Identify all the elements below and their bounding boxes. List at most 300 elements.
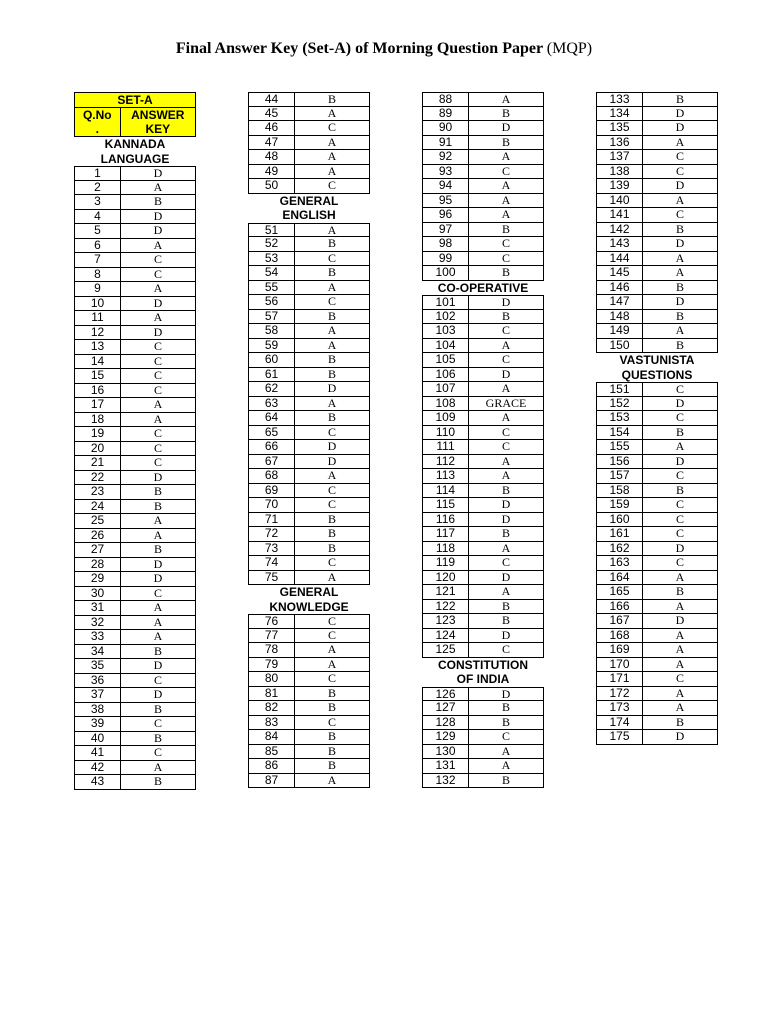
- table-row: [248, 237, 370, 252]
- table-row: [422, 237, 544, 252]
- question-number: 47: [248, 136, 294, 151]
- table-row: [74, 427, 196, 442]
- table-row: [74, 195, 196, 210]
- answer-cell: C: [642, 672, 718, 687]
- question-number: 30: [74, 587, 120, 602]
- question-number: 32: [74, 616, 120, 631]
- table-row: [248, 701, 370, 716]
- question-number: 99: [422, 252, 468, 267]
- question-number: 50: [248, 179, 294, 194]
- answer-cell: D: [642, 107, 718, 122]
- page-title: [0, 40, 768, 58]
- answer-cell: C: [642, 498, 718, 513]
- section-title-line: ENGLISH: [282, 208, 336, 222]
- question-number: 5: [74, 224, 120, 239]
- answer-cell: B: [294, 542, 370, 557]
- table-row: [74, 369, 196, 384]
- question-number: 43: [74, 775, 120, 790]
- answer-cell: A: [468, 759, 544, 774]
- answer-key-header: [121, 108, 195, 136]
- table-row: [422, 556, 544, 571]
- table-row: [596, 571, 718, 586]
- table-row: [74, 456, 196, 471]
- question-number: 81: [248, 687, 294, 702]
- answer-cell: A: [294, 643, 370, 658]
- answer-cell: B: [468, 600, 544, 615]
- answer-cell: D: [120, 471, 196, 486]
- section-title-line: KNOWLEDGE: [269, 599, 349, 614]
- answer-cell: B: [642, 281, 718, 296]
- question-number: 73: [248, 542, 294, 557]
- table-row: [248, 368, 370, 383]
- table-row: [596, 730, 718, 745]
- question-number: 158: [596, 484, 642, 499]
- question-number: 87: [248, 774, 294, 789]
- table-row: [596, 658, 718, 673]
- answer-cell: B: [294, 92, 370, 107]
- answer-cell: A: [294, 324, 370, 339]
- table-row: [74, 384, 196, 399]
- question-number: 22: [74, 471, 120, 486]
- question-number: 83: [248, 716, 294, 731]
- answer-cell: C: [468, 643, 544, 658]
- answer-cell: C: [294, 716, 370, 731]
- question-number: 61: [248, 368, 294, 383]
- question-number: 13: [74, 340, 120, 355]
- answer-cell: D: [294, 455, 370, 470]
- answer-cell: C: [120, 746, 196, 761]
- question-number: 100: [422, 266, 468, 281]
- table-row: [248, 136, 370, 151]
- question-number: 74: [248, 556, 294, 571]
- answer-cell: A: [468, 585, 544, 600]
- question-number: 15: [74, 369, 120, 384]
- table-row: [596, 411, 718, 426]
- answer-cell: A: [294, 658, 370, 673]
- answer-cell: A: [468, 411, 544, 426]
- answer-cell: A: [468, 208, 544, 223]
- question-number: 120: [422, 571, 468, 586]
- answer-cell: C: [294, 121, 370, 136]
- table-row: [422, 266, 544, 281]
- table-row: [422, 730, 544, 745]
- table-row: [422, 382, 544, 397]
- answer-cell: C: [120, 717, 196, 732]
- question-number: 95: [422, 194, 468, 209]
- answer-cell: B: [120, 500, 196, 515]
- table-row: [422, 469, 544, 484]
- answer-cell: C: [642, 527, 718, 542]
- table-row: [248, 179, 370, 194]
- section-constitution-of-india: [422, 658, 544, 687]
- table-row: [74, 601, 196, 616]
- question-number: 14: [74, 355, 120, 370]
- answer-cell: B: [294, 353, 370, 368]
- table-row: [596, 498, 718, 513]
- answer-cell: D: [120, 558, 196, 573]
- answer-cell: C: [294, 498, 370, 513]
- table-row: [422, 339, 544, 354]
- table-row: [74, 268, 196, 283]
- table-row: [596, 121, 718, 136]
- question-number: 85: [248, 745, 294, 760]
- section-vastunista-questions: [596, 353, 718, 382]
- answer-cell: A: [468, 194, 544, 209]
- answer-cell: C: [468, 353, 544, 368]
- answer-cell: D: [120, 572, 196, 587]
- question-number: 129: [422, 730, 468, 745]
- table-row: [248, 469, 370, 484]
- table-row: [596, 585, 718, 600]
- question-number: 46: [248, 121, 294, 136]
- question-number: 2: [74, 181, 120, 196]
- table-row: [596, 469, 718, 484]
- question-number: 41: [74, 746, 120, 761]
- question-number: 109: [422, 411, 468, 426]
- page-title-suffix: (MQP): [546, 40, 593, 57]
- answer-cell: A: [120, 398, 196, 413]
- table-row: [74, 645, 196, 660]
- table-row: [248, 310, 370, 325]
- answer-cell: A: [642, 324, 718, 339]
- table-row: [74, 224, 196, 239]
- question-number: 141: [596, 208, 642, 223]
- table-row: [596, 426, 718, 441]
- answer-cell: A: [120, 601, 196, 616]
- answer-cell: A: [120, 514, 196, 529]
- table-row: [422, 701, 544, 716]
- question-number: 6: [74, 239, 120, 254]
- answer-cell: D: [468, 629, 544, 644]
- question-number: 136: [596, 136, 642, 151]
- question-number: 66: [248, 440, 294, 455]
- question-number: 135: [596, 121, 642, 136]
- answer-cell: C: [294, 179, 370, 194]
- answer-cell: A: [468, 745, 544, 760]
- answer-cell: B: [642, 223, 718, 238]
- answer-cell: C: [120, 340, 196, 355]
- question-number: 56: [248, 295, 294, 310]
- section-title-line: LANGUAGE: [100, 151, 170, 166]
- table-row: [74, 761, 196, 776]
- table-row: [596, 237, 718, 252]
- answer-cell: D: [120, 688, 196, 703]
- answer-column-4: [596, 92, 718, 745]
- table-row: [422, 484, 544, 499]
- question-number: 53: [248, 252, 294, 267]
- section-general-knowledge: [248, 585, 370, 614]
- answer-cell: D: [120, 326, 196, 341]
- section-title-line: KANNADA: [104, 137, 166, 151]
- table-row: [422, 310, 544, 325]
- answer-cell: C: [120, 253, 196, 268]
- answer-cell: A: [294, 571, 370, 586]
- answer-cell: B: [642, 310, 718, 325]
- question-number: 67: [248, 455, 294, 470]
- answer-cell: A: [294, 165, 370, 180]
- table-row: [422, 223, 544, 238]
- table-row: [596, 701, 718, 716]
- table-row: [422, 687, 544, 702]
- table-row: [248, 484, 370, 499]
- answer-cell: A: [294, 339, 370, 354]
- answer-cell: B: [468, 701, 544, 716]
- table-row: [422, 426, 544, 441]
- answer-cell: A: [468, 339, 544, 354]
- answer-column-2: [248, 92, 370, 788]
- table-row: [422, 136, 544, 151]
- table-row: [248, 672, 370, 687]
- question-number: 104: [422, 339, 468, 354]
- answer-cell: A: [468, 469, 544, 484]
- answer-cell: A: [120, 282, 196, 297]
- answer-cell: D: [642, 295, 718, 310]
- question-number: 138: [596, 165, 642, 180]
- answer-cell: C: [294, 252, 370, 267]
- table-row: [422, 629, 544, 644]
- answer-cell: A: [642, 643, 718, 658]
- answer-cell: B: [120, 775, 196, 790]
- table-row: [596, 629, 718, 644]
- table-row: [596, 542, 718, 557]
- answer-cell: C: [468, 426, 544, 441]
- question-number: 101: [422, 295, 468, 310]
- question-number: 77: [248, 629, 294, 644]
- table-row: [596, 252, 718, 267]
- question-number: 34: [74, 645, 120, 660]
- table-row: [422, 107, 544, 122]
- question-number: 7: [74, 253, 120, 268]
- table-row: [596, 513, 718, 528]
- table-row: [248, 455, 370, 470]
- answer-cell: A: [468, 455, 544, 470]
- answer-cell: C: [642, 382, 718, 397]
- question-number: 114: [422, 484, 468, 499]
- answer-cell: B: [468, 614, 544, 629]
- answer-cell: C: [468, 252, 544, 267]
- question-number: 142: [596, 223, 642, 238]
- answer-cell: C: [120, 442, 196, 457]
- question-number: 97: [422, 223, 468, 238]
- table-row: [596, 382, 718, 397]
- section-title-line: QUESTIONS: [621, 367, 693, 382]
- answer-cell: B: [468, 484, 544, 499]
- question-number: 38: [74, 703, 120, 718]
- table-row: [596, 716, 718, 731]
- answer-cell: B: [294, 411, 370, 426]
- question-number: 72: [248, 527, 294, 542]
- answer-cell: A: [468, 382, 544, 397]
- question-number: 110: [422, 426, 468, 441]
- answer-cell: GRACE: [468, 397, 544, 412]
- answer-cell: C: [468, 237, 544, 252]
- answer-cell: C: [294, 672, 370, 687]
- table-row: [596, 295, 718, 310]
- answer-cell: A: [642, 266, 718, 281]
- answer-cell: D: [642, 614, 718, 629]
- table-row: [596, 440, 718, 455]
- answer-cell: D: [642, 397, 718, 412]
- answer-cell: D: [642, 730, 718, 745]
- question-number: 60: [248, 353, 294, 368]
- section-title-line: CONSTITUTION: [438, 657, 528, 672]
- table-row: [596, 455, 718, 470]
- question-number: 91: [422, 136, 468, 151]
- table-row: [248, 121, 370, 136]
- table-row: [248, 687, 370, 702]
- question-number: 162: [596, 542, 642, 557]
- table-row: [596, 687, 718, 702]
- answer-cell: B: [642, 585, 718, 600]
- answer-cell: A: [468, 92, 544, 107]
- question-number: 75: [248, 571, 294, 586]
- question-number: 122: [422, 600, 468, 615]
- answer-cell: C: [468, 556, 544, 571]
- answer-cell: A: [294, 281, 370, 296]
- question-number: 68: [248, 469, 294, 484]
- table-row: [422, 150, 544, 165]
- question-number: 116: [422, 513, 468, 528]
- question-number: 94: [422, 179, 468, 194]
- answer-cell: A: [294, 469, 370, 484]
- answer-cell: A: [294, 774, 370, 789]
- table-row: [596, 165, 718, 180]
- table-row: [596, 339, 718, 354]
- answer-cell: A: [120, 239, 196, 254]
- table-row: [74, 413, 196, 428]
- answer-cell: B: [468, 136, 544, 151]
- question-number: 25: [74, 514, 120, 529]
- table-row: [74, 717, 196, 732]
- answer-cell: C: [120, 674, 196, 689]
- question-number: 126: [422, 687, 468, 702]
- question-number: 172: [596, 687, 642, 702]
- answer-cell: D: [294, 382, 370, 397]
- table-row: [248, 542, 370, 557]
- table-row: [74, 558, 196, 573]
- answer-cell: B: [642, 339, 718, 354]
- answer-cell: C: [642, 556, 718, 571]
- answer-cell: B: [120, 543, 196, 558]
- question-number: 170: [596, 658, 642, 673]
- table-row: [74, 616, 196, 631]
- answer-cell: B: [120, 703, 196, 718]
- answer-cell: C: [642, 513, 718, 528]
- answer-cell: A: [120, 311, 196, 326]
- question-number: 71: [248, 513, 294, 528]
- question-number: 121: [422, 585, 468, 600]
- question-number: 19: [74, 427, 120, 442]
- answer-cell: C: [294, 629, 370, 644]
- table-row: [74, 514, 196, 529]
- answer-cell: B: [294, 527, 370, 542]
- question-number: 82: [248, 701, 294, 716]
- page-title-main: Final Answer Key (Set-A) of Morning Question Paper: [175, 40, 547, 57]
- section-kannada-language: [74, 137, 196, 166]
- table-row: [248, 774, 370, 789]
- answer-cell: C: [120, 384, 196, 399]
- table-row: [422, 542, 544, 557]
- answer-cell: A: [642, 687, 718, 702]
- question-number: 37: [74, 688, 120, 703]
- table-row: [74, 688, 196, 703]
- table-row: [74, 659, 196, 674]
- table-row: [596, 643, 718, 658]
- answer-cell: A: [642, 136, 718, 151]
- answer-cell: C: [294, 484, 370, 499]
- answer-cell: D: [642, 179, 718, 194]
- answer-cell: B: [468, 310, 544, 325]
- table-row: [422, 643, 544, 658]
- answer-cell: B: [294, 237, 370, 252]
- answer-cell: D: [468, 295, 544, 310]
- table-row: [596, 600, 718, 615]
- question-number: 96: [422, 208, 468, 223]
- answer-cell: C: [294, 426, 370, 441]
- table-row: [422, 295, 544, 310]
- answer-cell: A: [120, 413, 196, 428]
- table-row: [422, 716, 544, 731]
- question-number: 93: [422, 165, 468, 180]
- answer-cell: B: [294, 759, 370, 774]
- table-row: [596, 281, 718, 296]
- question-number: 156: [596, 455, 642, 470]
- answer-cell: B: [294, 513, 370, 528]
- question-number: 42: [74, 761, 120, 776]
- answer-cell: B: [120, 195, 196, 210]
- answer-cell: C: [120, 456, 196, 471]
- answer-cell: D: [120, 166, 196, 181]
- table-row: [248, 339, 370, 354]
- table-row: [596, 179, 718, 194]
- answer-cell: A: [642, 629, 718, 644]
- question-number: 16: [74, 384, 120, 399]
- question-number: 27: [74, 543, 120, 558]
- table-row: [74, 732, 196, 747]
- table-row: [248, 643, 370, 658]
- table-row: [248, 629, 370, 644]
- question-number: 124: [422, 629, 468, 644]
- question-number: 21: [74, 456, 120, 471]
- question-number: 76: [248, 614, 294, 629]
- answer-cell: C: [642, 469, 718, 484]
- question-number: 168: [596, 629, 642, 644]
- table-row: [248, 165, 370, 180]
- table-row: [422, 571, 544, 586]
- table-row: [422, 614, 544, 629]
- question-number: 125: [422, 643, 468, 658]
- table-row: [74, 297, 196, 312]
- answer-cell: D: [468, 498, 544, 513]
- question-number: 173: [596, 701, 642, 716]
- question-number: 57: [248, 310, 294, 325]
- question-number: 4: [74, 210, 120, 225]
- table-row: [422, 252, 544, 267]
- question-number: 8: [74, 268, 120, 283]
- table-row: [74, 485, 196, 500]
- table-row: [596, 92, 718, 107]
- question-number: 130: [422, 745, 468, 760]
- answer-cell: A: [120, 181, 196, 196]
- question-number: 26: [74, 529, 120, 544]
- answer-cell: C: [468, 324, 544, 339]
- question-number: 133: [596, 92, 642, 107]
- table-row: [422, 179, 544, 194]
- answer-cell: A: [642, 194, 718, 209]
- answer-cell: A: [642, 658, 718, 673]
- question-number: 92: [422, 150, 468, 165]
- table-row: [422, 397, 544, 412]
